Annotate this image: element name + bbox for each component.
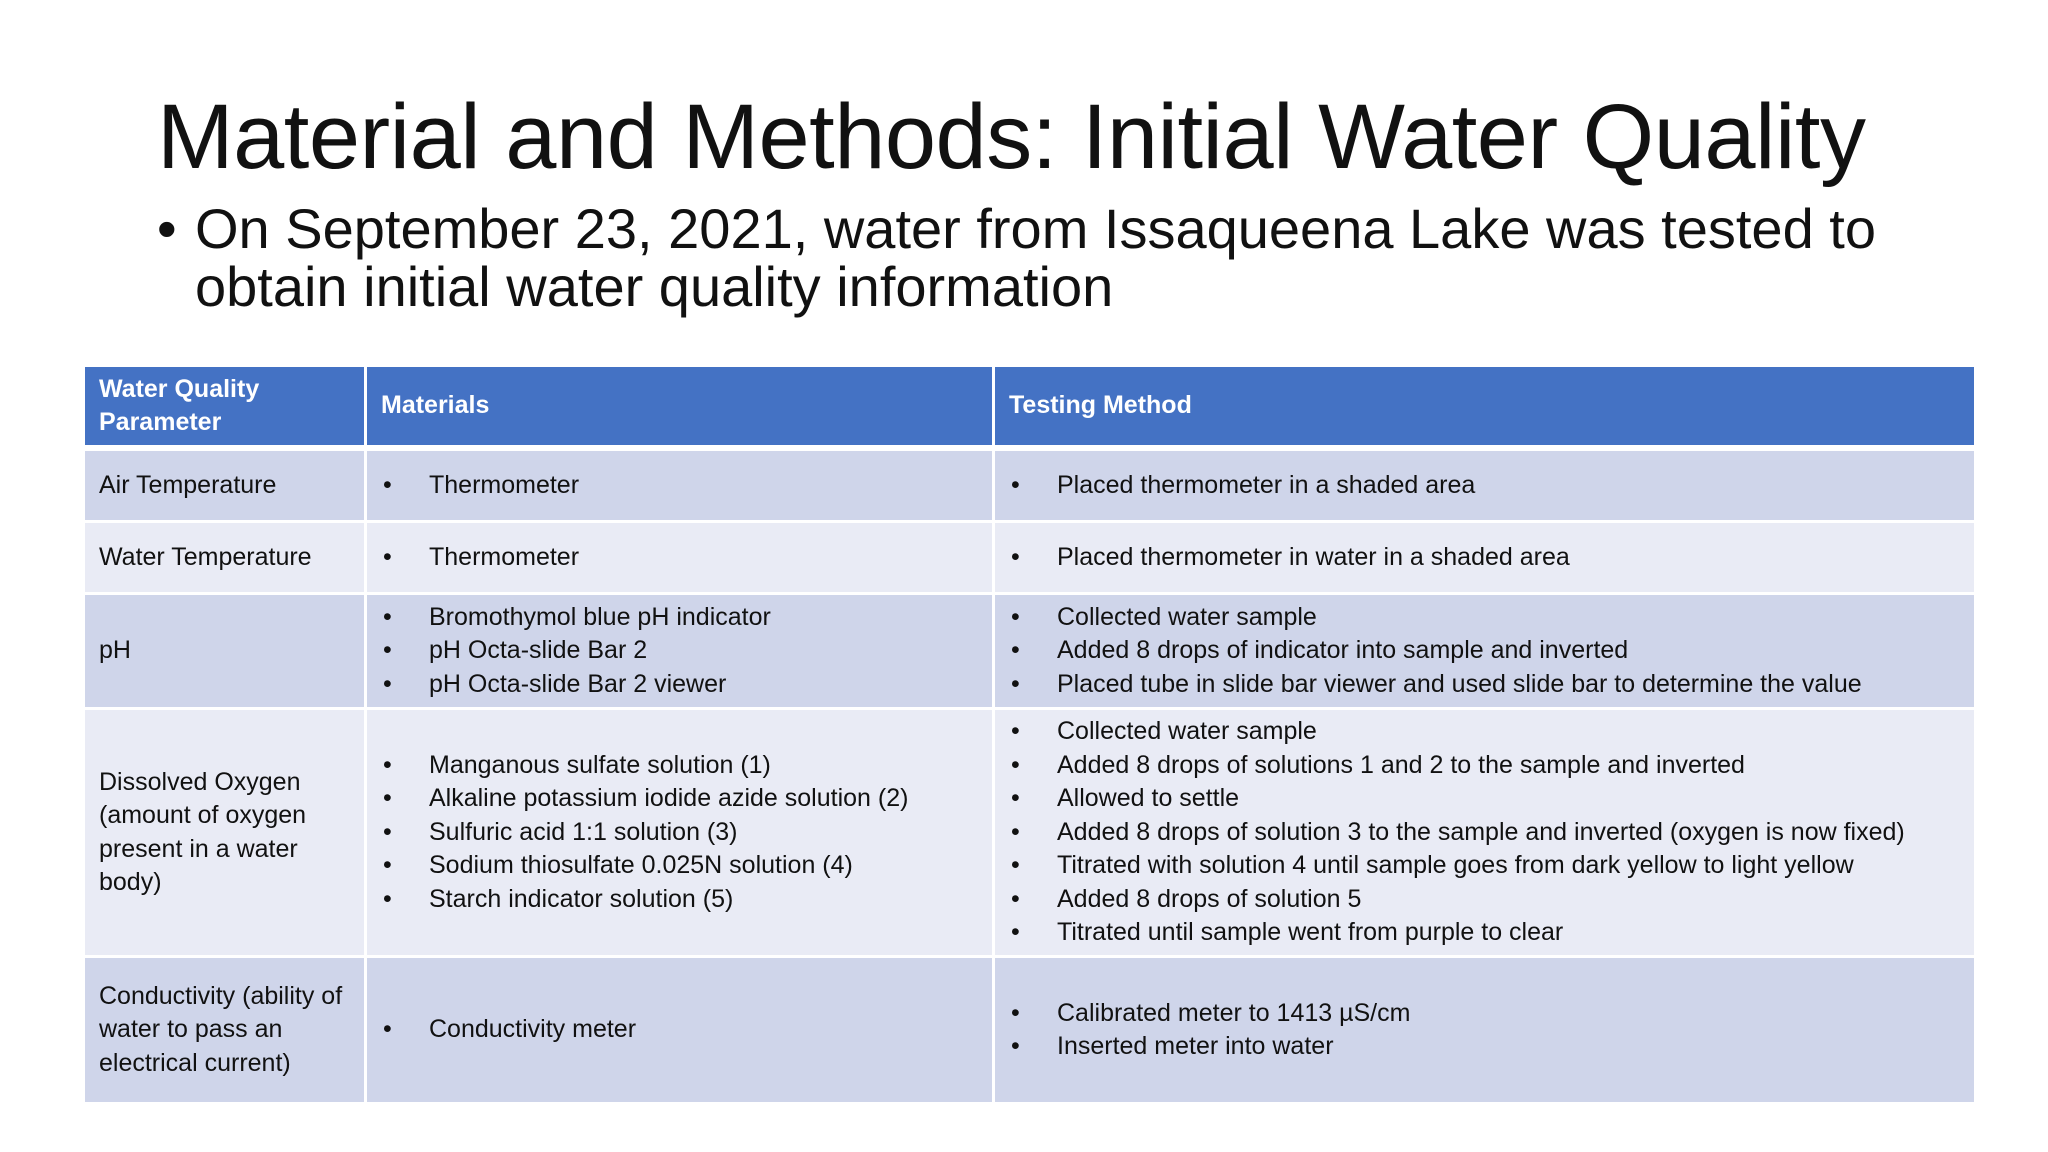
table-header-row	[84, 366, 1976, 449]
method-cell	[994, 522, 1976, 594]
list-item: • Placed tube in slide bar viewer and used slide bar to determine the value	[1011, 669, 1862, 698]
list-item: • Collected water sample	[1011, 602, 1317, 631]
header-testing-method: Testing Method	[994, 366, 1976, 449]
water-quality-table	[82, 364, 1977, 1105]
list-item: • Thermometer	[383, 542, 580, 571]
table-row	[84, 448, 1976, 522]
materials-cell	[366, 522, 994, 594]
parameter-cell: Dissolved Oxygen (amount of oxygen present in a water body)	[84, 709, 366, 957]
method-cell	[994, 957, 1976, 1104]
header-materials: Materials	[366, 366, 994, 449]
list-item: • Conductivity meter	[383, 1015, 637, 1044]
table-row	[84, 522, 1976, 594]
intro-bullet	[157, 197, 1977, 318]
materials-cell	[366, 594, 994, 709]
header-parameter: Water Quality Parameter	[84, 366, 366, 449]
intro-bullet-text: On September 23, 2021, water from Issaqueena Lake was tested to obtain initial water quality information	[195, 197, 1876, 318]
method-cell	[994, 594, 1976, 709]
table-row	[84, 709, 1976, 957]
list-item: • Sodium thiosulfate 0.025N solution (4)	[383, 851, 853, 880]
slide-title: Material and Methods: Initial Water Quality	[157, 86, 1866, 188]
materials-cell	[366, 709, 994, 957]
materials-cell	[366, 448, 994, 522]
list-item: • Sulfuric acid 1:1 solution (3)	[383, 817, 738, 846]
list-item: • Bromothymol blue pH indicator	[383, 602, 771, 631]
table-row	[84, 594, 1976, 709]
list-item: • Added 8 drops of solution 3 to the sample and inverted (oxygen is now fixed)	[1011, 817, 1905, 846]
method-cell	[994, 448, 1976, 522]
parameter-cell: pH	[84, 594, 366, 709]
list-item: • Calibrated meter to 1413 µS/cm	[1011, 998, 1411, 1027]
parameter-cell: Conductivity (ability of water to pass an electrical current)	[84, 957, 366, 1104]
list-item: • Added 8 drops of solutions 1 and 2 to the sample and inverted	[1011, 750, 1745, 779]
list-item: • Thermometer	[383, 470, 580, 499]
list-item: • Starch indicator solution (5)	[383, 884, 734, 913]
bullet-symbol: •	[157, 197, 177, 260]
list-item: • pH Octa-slide Bar 2 viewer	[383, 669, 727, 698]
table-row	[84, 957, 1976, 1104]
list-item: • pH Octa-slide Bar 2	[383, 636, 648, 665]
method-cell	[994, 709, 1976, 957]
list-item: • Inserted meter into water	[1011, 1032, 1334, 1060]
list-item: • Alkaline potassium iodide azide solution (2)	[383, 784, 909, 813]
list-item: • Added 8 drops of solution 5	[1011, 884, 1362, 913]
materials-cell	[366, 957, 994, 1104]
list-item: • Placed thermometer in water in a shaded area	[1011, 542, 1570, 571]
list-item: • Titrated until sample went from purple to clear	[1011, 918, 1564, 947]
parameter-cell: Air Temperature	[84, 448, 366, 522]
list-item: • Manganous sulfate solution (1)	[383, 750, 771, 779]
list-item: • Added 8 drops of indicator into sample and inverted	[1011, 636, 1629, 665]
list-item: • Allowed to settle	[1011, 784, 1240, 813]
parameter-cell: Water Temperature	[84, 522, 366, 594]
list-item: • Titrated with solution 4 until sample goes from dark yellow to light yellow	[1011, 851, 1854, 880]
list-item: • Placed thermometer in a shaded area	[1011, 470, 1476, 499]
list-item: • Collected water sample	[1011, 717, 1317, 746]
